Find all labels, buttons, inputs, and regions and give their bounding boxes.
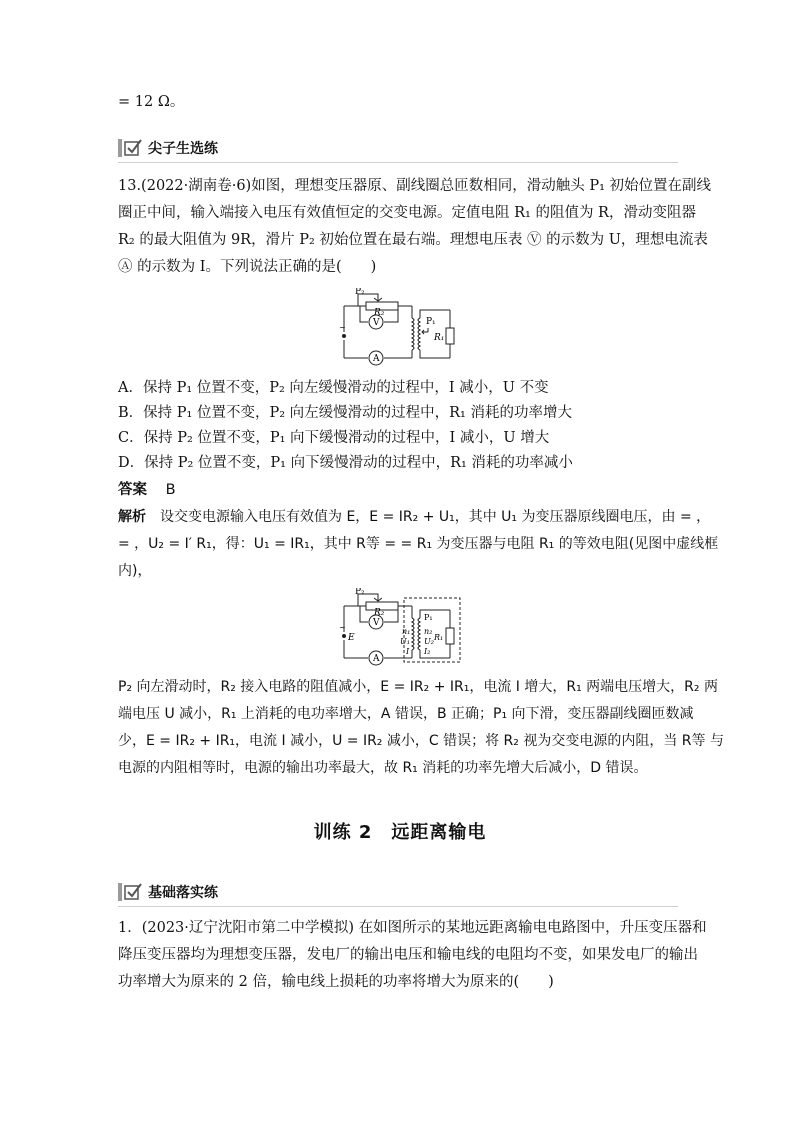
ac-source-icon: ~ [339,323,346,332]
label-V: V [373,618,380,628]
analysis-cont-2: 端电压 U 减小，R₁ 上消耗的电功率增大，A 错误，B 正确；P₁ 向下滑，变压器副线圈匝数减 [118,706,694,722]
label-I2: I₂ [424,647,431,656]
label-R2: R₂ [374,608,385,618]
ac-source-icon: ~ [339,623,346,632]
label-P2: P₂ [355,588,365,597]
label-n2: n₂ [424,627,433,636]
label-A: A [373,654,380,664]
circuit-diagram-1 [338,288,466,366]
label-P1: P₁ [426,317,436,327]
chapter-title: 训练 2 远距离输电 [313,822,487,843]
section-header-advanced [118,136,218,160]
q1-line-2: 降压变压器均为理想变压器，发电厂的输出电压和输电线的电阻均不变，如果发电厂的输出 [118,947,698,963]
header-bar-icon [118,883,122,901]
section-header-basic [118,880,218,904]
q13-line-3: R₂ 的最大阻值为 9R，滑片 P₂ 初始位置在最右端。理想电压表 Ⓥ 的示数为 U，理想电流表 [118,232,708,248]
analysis-cont-4: 电源的内阻相等时，电源的输出功率最大，故 R₁ 消耗的功率先增大后减小，D 错误。 [118,760,648,776]
label-R1: R₁ [434,633,444,642]
option-A: A．保持 P₁ 位置不变，P₂ 向左缓慢滑动的过程中，I 减小，U 不变 [118,380,549,396]
analysis-line-1 [118,507,711,527]
checkmark-icon [124,139,142,157]
label-A: A [373,354,380,364]
label-U2: U₂ [424,637,434,646]
answer-label: 答案 [118,482,147,498]
q1-line-3: 功率增大为原来的 2 倍，输电线上损耗的功率将增大为原来的( ) [118,974,554,990]
label-V: V [373,318,380,328]
analysis-text-1: 设交变电源输入电压有效值为 E，E = IR₂ + U₁，其中 U₁ 为变压器原线圈电压，由 = ， [160,509,711,525]
analysis-cont-1: P₂ 向左滑动时，R₂ 接入电路的阻值减小，E = IR₂ + IR₁，电流 I 增大，R₁ 两端电压增大，R₂ 两 [118,679,718,695]
q13-line-2: 圈正中间，输入端接入电压有效值恒定的交变电源。定值电阻 R₁ 的阻值为 R，滑动变阻器 [118,205,696,221]
label-P2: P₂ [355,288,365,297]
analysis-line-2: = ，U₂ = I′ R₁，得：U₁ = IR₁，其中 R等 = = R₁ 为变压器与电阻 R₁ 的等效电阻(见图中虚线框 [118,536,719,552]
checkmark-icon [124,883,142,901]
section-divider [118,906,678,907]
label-R2: R₂ [374,308,385,318]
header-bar-icon [118,139,122,157]
analysis-label: 解析 [118,509,146,525]
option-B: B．保持 P₁ 位置不变，P₂ 向左缓慢滑动的过程中，R₁ 消耗的功率增大 [118,405,572,421]
label-P1: P₁ [424,613,433,622]
section-divider [118,162,678,163]
section-label: 基础落实练 [148,885,218,901]
option-C: C．保持 P₂ 位置不变，P₁ 向下缓慢滑动的过程中，I 减小，U 增大 [118,430,550,446]
label-E: E [348,633,355,643]
answer-row [118,480,696,500]
analysis-cont-3: 少，E = IR₂ + IR₁，电流 I 减小，U = IR₂ 减小，C 错误；将 R₂ 视为交变电源的内阻，当 R等 与 [118,733,724,749]
label-R1: R₁ [434,333,445,343]
label-I: I [406,647,410,656]
circuit-diagram-2 [338,588,466,666]
q1-line-1: 1．(2023·辽宁沈阳市第二中学模拟) 在如图所示的某地远距离输电电路图中，升压变压器和 [118,920,707,936]
answer-value: B [165,482,176,498]
continued-text: = 12 Ω。 [118,94,185,110]
section-label: 尖子生选练 [148,141,218,157]
label-U1: U₁ [400,637,410,646]
q13-line-1: 13.(2022·湖南卷·6)如图，理想变压器原、副线圈总匝数相同，滑动触头 P₁ 初始位置在副线 [118,178,712,194]
label-n1: n₁ [402,627,411,636]
q13-line-4: Ⓐ 的示数为 I。下列说法正确的是( ) [118,259,377,275]
option-D: D．保持 P₂ 位置不变，P₁ 向下缓慢滑动的过程中，R₁ 消耗的功率减小 [118,455,573,471]
analysis-line-3: 内)， [118,563,152,579]
